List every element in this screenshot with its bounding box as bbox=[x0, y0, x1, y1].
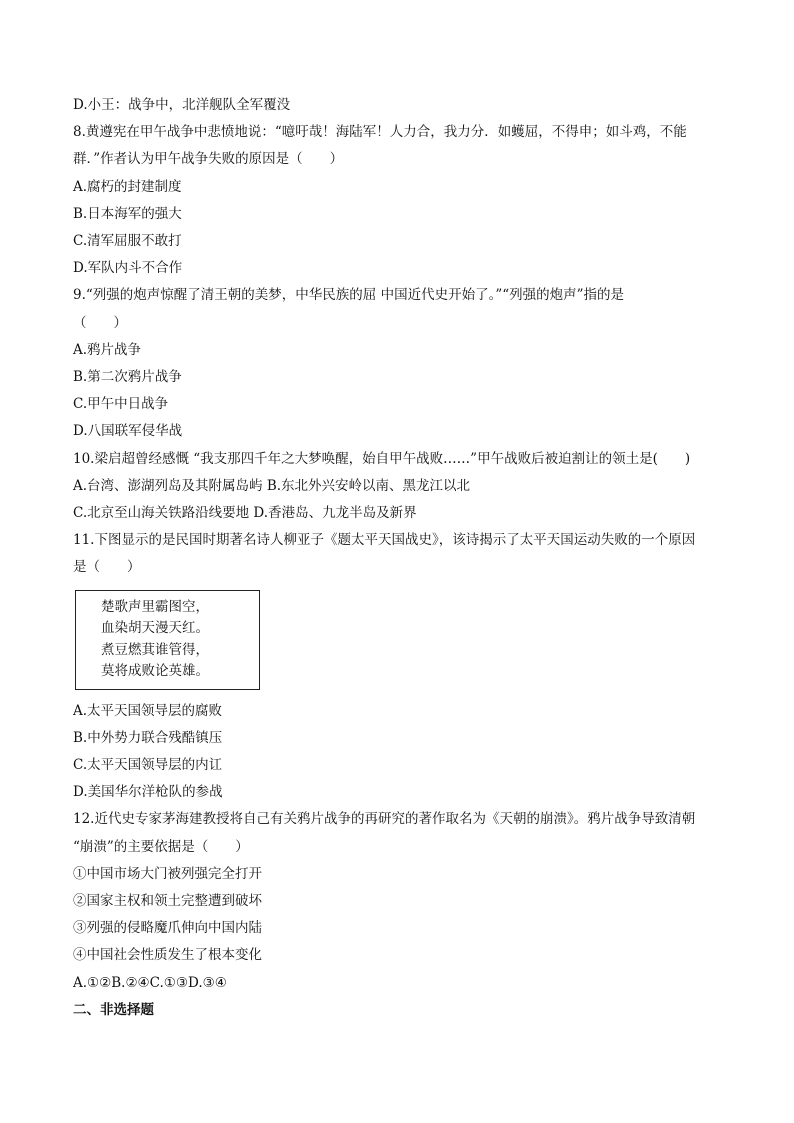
q12-statement-3: ③列强的侵略魔爪伸向中国内陆 bbox=[73, 920, 262, 937]
q11-option-a: A.太平天国领导层的腐败 bbox=[73, 702, 223, 719]
q9-option-a: A.鸦片战争 bbox=[73, 341, 142, 358]
q8-option-c: C.清军屈服不敢打 bbox=[73, 233, 182, 250]
q8-stem-line1: 8.黄遵宪在甲午战争中悲愤地说：“噫吁哉！海陆军！人力合，我力分．如蠖屈，不得申；如斗鸡，不能 bbox=[73, 124, 687, 141]
poem-line: 莫将成败论英雄。 bbox=[101, 663, 209, 680]
q11-option-b: B.中外势力联合残酷镇压 bbox=[73, 729, 223, 746]
q10-stem: 10.梁启超曾经感慨 “我支那四千年之大梦唤醒，始自甲午战败……”甲午战败后被迫割让的领土是( ) bbox=[73, 450, 691, 467]
q10-options-ab: A.台湾、澎湖列岛及其附属岛屿 B.东北外兴安岭以南、黑龙江以北 bbox=[73, 477, 471, 494]
q9-option-c: C.甲午中日战争 bbox=[73, 396, 169, 413]
q12-statement-1: ①中国市场大门被列强完全打开 bbox=[73, 865, 262, 882]
q7-option-d: D.小王：战争中，北洋舰队全军覆没 bbox=[73, 97, 291, 113]
poem-line: 血染胡天漫天红。 bbox=[101, 620, 209, 637]
q11-stem-line1: 11.下图显示的是民国时期著名诗人柳亚子《题太平天国战史》，该诗揭示了太平天国运动失败的一个原因 bbox=[73, 532, 696, 549]
q10-options-cd: C.北京至山海关铁路沿线要地 D.香港岛、九龙半岛及新界 bbox=[73, 505, 417, 522]
q12-statement-2: ②国家主权和领土完整遭到破坏 bbox=[73, 893, 262, 910]
q9-option-d: D.八国联军侵华战 bbox=[73, 423, 183, 440]
poem-line: 楚歌声里霸图空， bbox=[101, 598, 209, 615]
q8-stem-line2: 群．”作者认为甲午战争失败的原因是（ ） bbox=[73, 151, 344, 168]
q12-stem-line2: “崩溃”的主要依据是（ ） bbox=[73, 838, 249, 855]
section-heading: 二、非选择题 bbox=[73, 1001, 154, 1018]
q9-stem-line1: 9.“列强的炮声惊醒了清王朝的美梦，中华民族的屈 中国近代史开始了。”“列强的炮声”指的是 bbox=[73, 287, 625, 304]
poem-line: 煮豆燃萁谁管得， bbox=[101, 641, 209, 658]
q11-stem-line2: 是（ ） bbox=[73, 559, 141, 576]
q8-option-d: D.军队内斗不合作 bbox=[73, 260, 183, 277]
q9-option-b: B.第二次鸦片战争 bbox=[73, 369, 182, 386]
document-page bbox=[73, 92, 723, 1024]
q11-option-d: D.美国华尔洋枪队的参战 bbox=[73, 784, 223, 801]
q12-stem-line1: 12.近代史专家茅海建教授将自己有关鸦片战争的再研究的著作取名为《天朝的崩溃》。鸦片战争导致清朝 bbox=[73, 811, 696, 828]
q11-option-c: C.太平天国领导层的内讧 bbox=[73, 757, 223, 774]
q12-statement-4: ④中国社会性质发生了根本变化 bbox=[73, 947, 262, 964]
poem-box bbox=[75, 590, 260, 690]
q9-stem-line2: （ ） bbox=[73, 314, 127, 331]
q12-answer-options: A.①②B.②④C.①③D.③④ bbox=[73, 974, 227, 991]
q8-option-b: B.日本海军的强大 bbox=[73, 205, 182, 222]
q8-option-a: A.腐朽的封建制度 bbox=[73, 178, 182, 195]
